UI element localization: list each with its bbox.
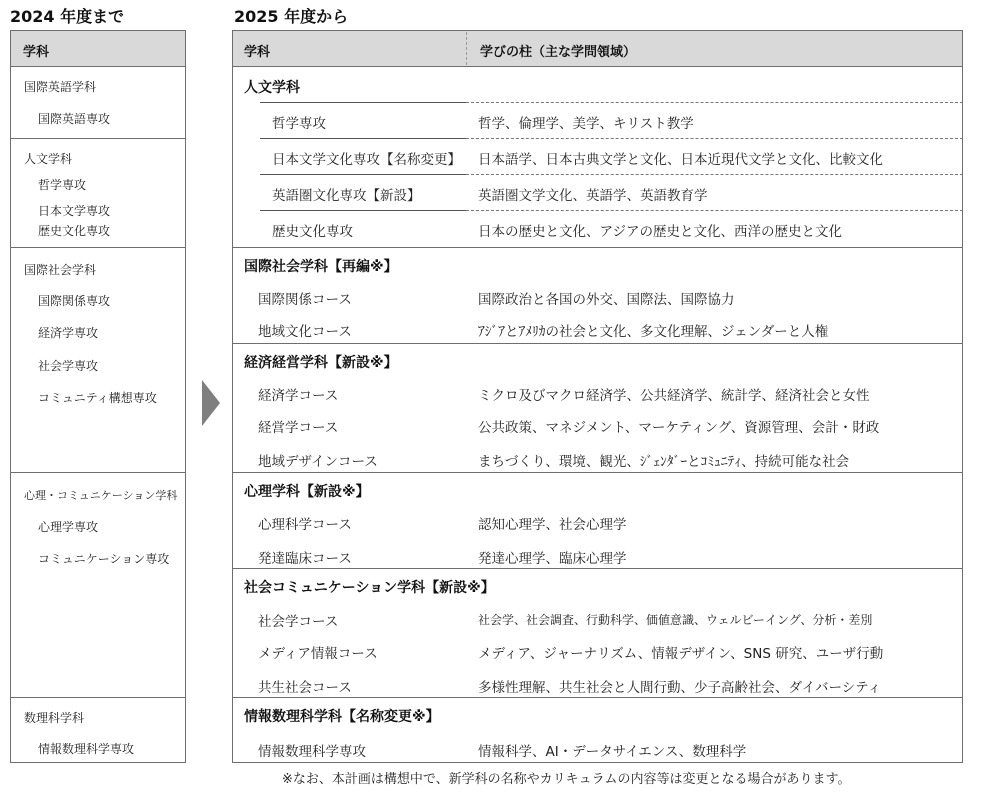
right-dept: 社会コミュニケーション学科【新設※】	[244, 580, 495, 596]
left-major: 情報数理科学専攻	[38, 742, 135, 756]
left-major: 経済学専攻	[38, 326, 99, 340]
right-header-col2: 学びの柱（主な学問領域）	[480, 45, 637, 60]
left-group-box	[10, 66, 186, 139]
course-name: 英語圏文化専攻【新設】	[272, 188, 421, 204]
right-dept: 情報数理科学科【名称変更※】	[244, 709, 440, 725]
course-desc: まちづくり、環境、観光、ｼﾞｪﾝﾀﾞｰとｺﾐｭﾆﾃｨ、持続可能な社会	[478, 454, 850, 470]
course-desc: 発達心理学、臨床心理学	[478, 551, 627, 567]
left-major: 日本文学専攻	[38, 204, 111, 218]
left-header-label: 学科	[23, 45, 50, 60]
left-major: 国際関係専攻	[38, 294, 111, 308]
course-name: 経済学コース	[258, 388, 339, 404]
course-name: 日本文学文化専攻【名称変更】	[272, 152, 461, 168]
right-header	[232, 30, 963, 67]
course-desc: 英語圏文学文化、英語学、英語教育学	[478, 188, 708, 204]
left-major: 歴史文化専攻	[38, 224, 111, 238]
row-divider	[466, 210, 963, 211]
row-divider	[260, 138, 466, 139]
course-name: 経営学コース	[258, 420, 339, 436]
left-major: コミュニケーション専攻	[38, 552, 170, 566]
left-dept: 国際英語学科	[24, 80, 97, 94]
row-divider	[466, 102, 963, 103]
course-name: 共生社会コース	[258, 680, 352, 696]
row-divider	[260, 210, 466, 211]
course-name: 歴史文化専攻	[272, 224, 353, 240]
left-dept: 国際社会学科	[24, 263, 97, 277]
course-desc: メディア、ジャーナリズム、情報デザイン、SNS 研究、ユーザ行動	[478, 646, 884, 662]
left-major: 国際英語専攻	[38, 112, 111, 126]
course-name: 社会学コース	[258, 614, 339, 630]
course-desc: 社会学、社会調査、行動科学、価値意識、ウェルビーイング、分析・差別	[478, 613, 873, 627]
right-dept: 心理学科【新設※】	[244, 484, 370, 500]
course-desc: 多様性理解、共生社会と人間行動、少子高齢社会、ダイバーシティ	[478, 680, 882, 696]
course-name: 情報数理科学専攻	[258, 744, 366, 760]
left-dept: 心理・コミュニケーション学科	[24, 489, 178, 502]
course-name: 国際関係コース	[258, 292, 352, 308]
footnote: ※なお、本計画は構想中で、新学科の名称やカリキュラムの内容等は変更となる場合があります。	[282, 772, 851, 787]
course-desc: 情報科学、AI・データサイエンス、数理科学	[478, 744, 747, 760]
course-desc: 公共政策、マネジメント、マーケティング、資源管理、会計・財政	[478, 420, 880, 436]
row-divider	[466, 174, 963, 175]
course-name: 哲学専攻	[272, 116, 326, 132]
course-name: 心理科学コース	[258, 517, 352, 533]
course-desc: 哲学、倫理学、美学、キリスト教学	[478, 116, 694, 132]
right-dept: 経済経営学科【新設※】	[244, 355, 398, 371]
right-dept: 人文学科	[244, 80, 300, 96]
left-dept: 人文学科	[24, 152, 73, 166]
course-desc: ｱｼﾞｱとｱﾒﾘｶの社会と文化、多文化理解、ジェンダーと人権	[478, 324, 829, 340]
left-group-box	[10, 472, 186, 698]
course-name: 発達臨床コース	[258, 551, 352, 567]
left-header	[10, 30, 186, 67]
course-name: 地域文化コース	[258, 324, 352, 340]
left-major: 社会学専攻	[38, 359, 99, 373]
right-dept: 国際社会学科【再編※】	[244, 259, 398, 275]
left-major: 心理学専攻	[38, 520, 99, 534]
left-major: コミュニティ構想専攻	[38, 391, 157, 405]
course-desc: 認知心理学、社会心理学	[478, 517, 627, 533]
header-column-divider	[466, 32, 467, 65]
course-name: メディア情報コース	[258, 646, 378, 662]
course-desc: 日本語学、日本古典文学と文化、日本近現代文学と文化、比較文化	[478, 152, 883, 168]
course-desc: 国際政治と各国の外交、国際法、国際協力	[478, 292, 735, 308]
left-major: 哲学専攻	[38, 178, 87, 192]
left-dept: 数理科学科	[24, 711, 85, 725]
row-divider	[466, 138, 963, 139]
left-title: 2024 年度まで	[10, 7, 125, 26]
course-name: 地域デザインコース	[258, 454, 378, 470]
row-divider	[260, 102, 466, 103]
right-header-col1: 学科	[244, 45, 271, 60]
row-divider	[260, 174, 466, 175]
transition-arrow-icon	[200, 378, 222, 428]
course-desc: 日本の歴史と文化、アジアの歴史と文化、西洋の歴史と文化	[478, 224, 842, 240]
right-title: 2025 年度から	[234, 7, 349, 26]
course-desc: ミクロ及びマクロ経済学、公共経済学、統計学、経済社会と女性	[478, 388, 870, 404]
